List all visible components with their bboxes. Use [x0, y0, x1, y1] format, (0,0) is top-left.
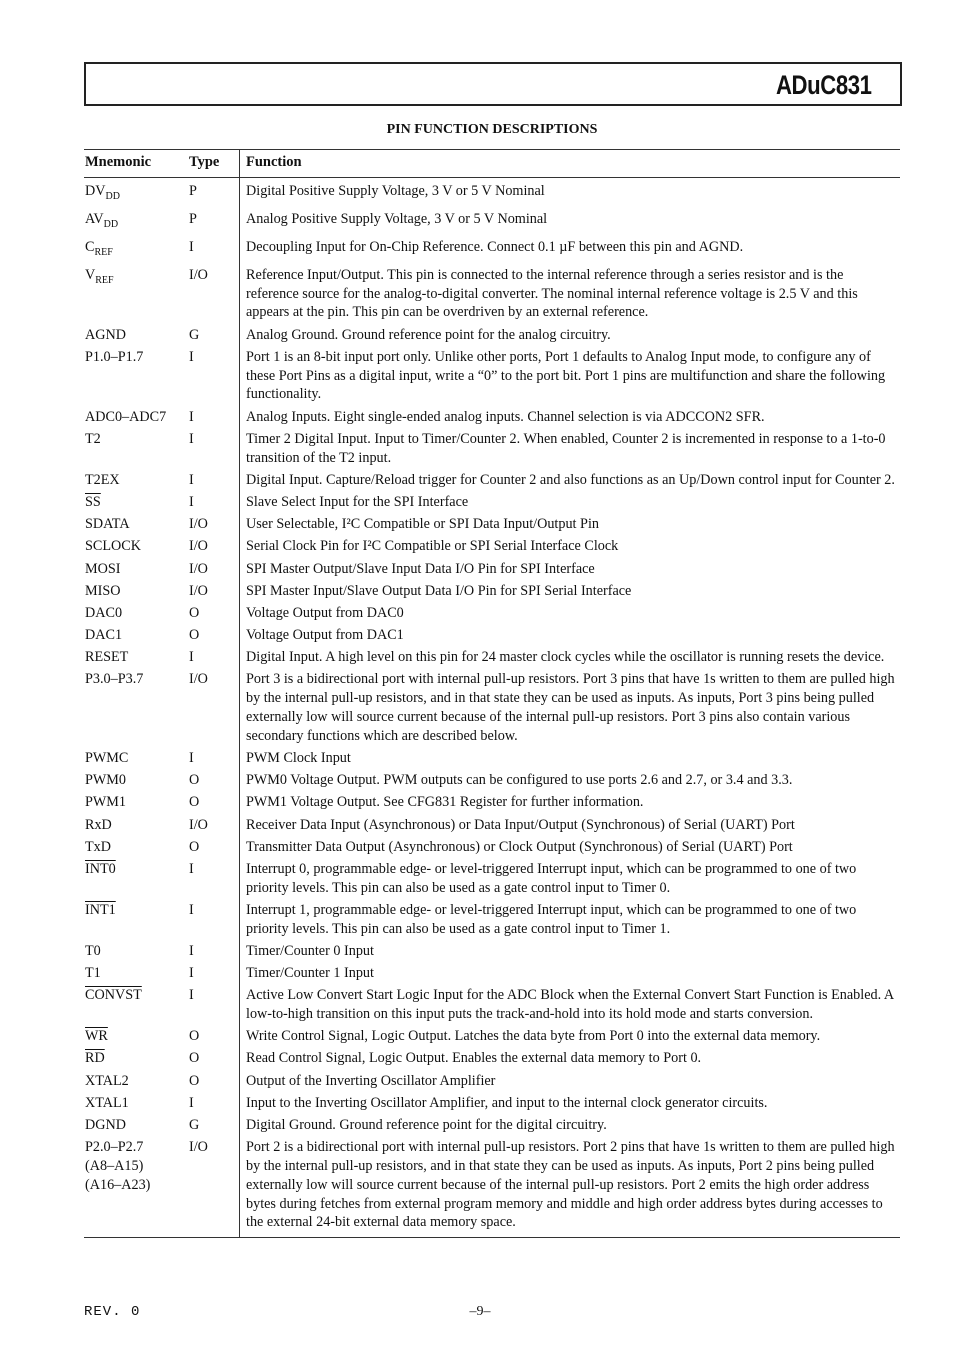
table-row — [84, 749, 900, 771]
table-header-row — [84, 150, 900, 178]
pin-mnemonic — [84, 326, 185, 348]
pin-mnemonic — [84, 1072, 185, 1094]
mnemonic-text: $\overline{WR}$ — [85, 1028, 108, 1045]
pin-mnemonic — [84, 515, 185, 537]
mnemonic-text: AV — [85, 210, 104, 227]
pin-function: Port 1 is an 8-bit input port only. Unlike other ports, Port 1 defaults to Analog Input mode, to configure any of these Port Pins as a digital input, write a “0” to the port bit. Port 1 pins are multifunction and share the following functionality. — [246, 348, 886, 403]
pin-function: Interrupt 0, programmable edge- or level-triggered Interrupt input, which can be programmed to one of two priority levels. This pin can also be used as a gate control input to Timer 0. — [246, 860, 857, 896]
pin-mnemonic — [84, 986, 185, 1027]
mnemonic-text: DGND — [85, 1117, 126, 1134]
table-row — [84, 1138, 900, 1237]
pin-type: I — [185, 238, 240, 266]
pin-mnemonic — [84, 430, 185, 471]
pin-mnemonic — [84, 1027, 185, 1049]
pin-type: I/O — [185, 537, 240, 559]
table-row — [84, 670, 900, 749]
footer-revision: REV. 0 — [84, 1304, 141, 1320]
mnemonic-subscript: REF — [95, 274, 114, 286]
pin-function: Output of the Inverting Oscillator Amplifier — [246, 1072, 496, 1089]
mnemonic-text: SDATA — [85, 516, 130, 533]
mnemonic-text: PWM0 — [85, 772, 126, 789]
pin-type: I — [185, 964, 240, 986]
pin-function: Timer/Counter 0 Input — [246, 942, 374, 959]
pin-function: Digital Ground. Ground reference point for the digital circuitry. — [246, 1117, 607, 1134]
mnemonic-text: ADC0–ADC7 — [85, 408, 167, 425]
mnemonic-text: RESET — [85, 649, 129, 666]
mnemonic-text: T2EX — [85, 471, 120, 488]
pin-type: O — [185, 604, 240, 626]
mnemonic-text: P3.0–P3.7 — [85, 671, 144, 688]
pin-mnemonic — [84, 1138, 185, 1237]
pin-function: Digital Positive Supply Voltage, 3 V or 5 V Nominal — [246, 182, 545, 199]
mnemonic-text: DAC1 — [85, 627, 123, 644]
mnemonic-text: AGND — [85, 326, 126, 343]
pin-mnemonic — [84, 210, 185, 238]
mnemonic-text: INT0 — [85, 860, 116, 877]
pin-type: O — [185, 793, 240, 815]
table-row — [84, 471, 900, 493]
pin-function: Port 2 is a bidirectional port with internal pull-up resistors. Port 2 pins that have 1s written to them are pulled high by the internal pull-up resistors, and in that state they can be used as inputs. As inputs, Port 2 pins being pulled externally low will source current because of the internal pull-up resistors. Port 2 emits the high order address bytes during fetches from external program memory and middle and high order address bytes during accesses to the external 24-bit external data memory space. — [240, 1138, 901, 1237]
table-row — [84, 964, 900, 986]
mnemonic-text: $\overline{SS}$ — [85, 493, 101, 510]
pin-mnemonic — [84, 793, 185, 815]
pin-mnemonic — [84, 348, 185, 408]
pin-function: Write Control Signal, Logic Output. Latches the data byte from Port 0 into the external data memory. — [246, 1028, 821, 1045]
pin-type: I/O — [185, 266, 240, 326]
table-row — [84, 1094, 900, 1116]
mnemonic-text: P2.0–P2.7 (A8–A15) (A16–A23) — [85, 1139, 151, 1193]
pin-function: SPI Master Input/Slave Output Data I/O Pin for SPI Serial Interface — [246, 582, 632, 599]
pin-function: Interrupt 1, programmable edge- or level-triggered Interrupt input, which can be programmed to one of two priority levels. This pin can also be used as a gate control input to Timer 1. — [246, 901, 857, 937]
pin-type: O — [185, 771, 240, 793]
pin-mnemonic — [84, 749, 185, 771]
pin-type: O — [185, 838, 240, 860]
pin-type: O — [185, 626, 240, 648]
pin-mnemonic — [84, 1116, 185, 1138]
pin-function: Analog Ground. Ground reference point for the analog circuitry. — [246, 326, 611, 343]
pin-mnemonic — [84, 266, 185, 326]
column-header-type: Type — [185, 150, 240, 178]
mnemonic-text: V — [85, 266, 96, 283]
pin-function: Port 3 is a bidirectional port with internal pull-up resistors. Port 3 pins that have 1s written to them are pulled high by the internal pull-up resistors, and in that state they can be used as inputs. As inputs, Port 3 pins being pulled externally low will source current because of the internal pull-up resistors. Port 3 pins also contain various secondary functions which are described below. — [246, 671, 895, 744]
table-row — [84, 493, 900, 515]
section-title: PIN FUNCTION DESCRIPTIONS — [386, 122, 598, 137]
table-row — [84, 210, 900, 238]
table-row — [84, 177, 900, 210]
table-row — [84, 901, 900, 942]
pin-type: I — [185, 942, 240, 964]
pin-mnemonic — [84, 860, 185, 901]
pin-type: I — [185, 901, 240, 942]
pin-type: I/O — [185, 816, 240, 838]
table-row — [84, 648, 900, 670]
pin-function: Digital Input. Capture/Reload trigger for Counter 2 and also functions as an Up/Down control input for Counter 2. — [246, 471, 895, 488]
pin-mnemonic — [84, 771, 185, 793]
table-body — [84, 177, 900, 1237]
mnemonic-text: XTAL2 — [85, 1072, 129, 1089]
mnemonic-text: $\overline{RD}$ — [85, 1050, 105, 1067]
mnemonic-text: INT1 — [85, 901, 116, 918]
pin-type: I/O — [185, 582, 240, 604]
mnemonic-text: CONVST — [85, 987, 142, 1004]
mnemonic-text: DV — [85, 182, 106, 199]
mnemonic-text: T1 — [85, 965, 101, 982]
header-box — [84, 62, 902, 106]
pin-function: Receiver Data Input (Asynchronous) or Data Input/Output (Synchronous) of Serial (UART) Port — [246, 816, 795, 833]
pin-function: Voltage Output from DAC1 — [246, 627, 404, 644]
pin-function: Digital Input. A high level on this pin for 24 master clock cycles while the oscillator is running resets the device. — [246, 649, 885, 666]
pin-mnemonic — [84, 816, 185, 838]
pin-type: G — [185, 326, 240, 348]
mnemonic-text: P1.0–P1.7 — [85, 348, 144, 365]
table-row — [84, 1116, 900, 1138]
pin-function: Timer 2 Digital Input. Input to Timer/Counter 2. When enabled, Counter 2 is incremented in response to a 1-to-0 transition of the T2 input. — [246, 430, 886, 466]
table-row — [84, 626, 900, 648]
table-row — [84, 582, 900, 604]
pin-mnemonic — [84, 1094, 185, 1116]
table-row — [84, 408, 900, 430]
pin-function: Slave Select Input for the SPI Interface — [246, 493, 469, 510]
pin-type: I — [185, 860, 240, 901]
pin-mnemonic — [84, 177, 185, 210]
pin-type: I/O — [185, 515, 240, 537]
pin-type: G — [185, 1116, 240, 1138]
pin-function: Reference Input/Output. This pin is connected to the internal reference through a series resistor and is the reference source for the analog-to-digital converter. The nominal internal reference voltage is 2.5 V and this appears at the pin. This pin can be overdriven by an external reference. — [246, 266, 858, 321]
mnemonic-text: PWM1 — [85, 794, 126, 811]
pin-function: User Selectable, I²C Compatible or SPI Data Input/Output Pin — [246, 516, 599, 533]
table-row — [84, 266, 900, 326]
column-header-mnemonic: Mnemonic — [84, 150, 185, 178]
mnemonic-text: XTAL1 — [85, 1094, 129, 1111]
table-row — [84, 986, 900, 1027]
pin-mnemonic — [84, 901, 185, 942]
table-row — [84, 537, 900, 559]
table-row — [84, 515, 900, 537]
pin-mnemonic — [84, 493, 185, 515]
mnemonic-text: DAC0 — [85, 604, 123, 621]
part-number: ADuC831 — [776, 70, 872, 100]
pin-type: I — [185, 986, 240, 1027]
table-row — [84, 1027, 900, 1049]
pin-type: I/O — [185, 560, 240, 582]
pin-function: Decoupling Input for On-Chip Reference. Connect 0.1 µF between this pin and AGND. — [246, 238, 744, 255]
pin-function: SPI Master Output/Slave Input Data I/O Pin for SPI Interface — [246, 560, 595, 577]
table-row — [84, 560, 900, 582]
pin-mnemonic — [84, 648, 185, 670]
pin-type: I — [185, 749, 240, 771]
pin-type: O — [185, 1072, 240, 1094]
pin-function: Timer/Counter 1 Input — [246, 965, 374, 982]
pin-mnemonic — [84, 408, 185, 430]
pin-function: Read Control Signal, Logic Output. Enables the external data memory to Port 0. — [246, 1050, 702, 1067]
pin-type: I — [185, 493, 240, 515]
mnemonic-subscript: DD — [103, 218, 119, 230]
pin-type: P — [185, 177, 240, 210]
pin-mnemonic — [84, 942, 185, 964]
table-row — [84, 1049, 900, 1071]
mnemonic-text: T2 — [85, 430, 101, 447]
footer-page-number: –9– — [469, 1304, 491, 1319]
pin-function-table — [84, 149, 900, 1238]
pin-function: PWM0 Voltage Output. PWM outputs can be configured to use ports 2.6 and 2.7, or 3.4 and 3.3. — [246, 772, 793, 789]
table-row — [84, 793, 900, 815]
pin-type: I/O — [185, 1138, 240, 1237]
pin-function: Input to the Inverting Oscillator Amplifier, and input to the internal clock generator circuits. — [246, 1094, 768, 1111]
pin-type: I — [185, 1094, 240, 1116]
pin-function: PWM Clock Input — [246, 750, 351, 767]
pin-mnemonic — [84, 1049, 185, 1071]
pin-function: Transmitter Data Output (Asynchronous) or Clock Output (Synchronous) of Serial (UART) Port — [246, 838, 793, 855]
pin-function: Active Low Convert Start Logic Input for the ADC Block when the External Convert Start Function is Enabled. A low-to-high transition on this input puts the track-and-hold into its hold mode and starts conversion. — [246, 987, 894, 1023]
pin-function: PWM1 Voltage Output. See CFG831 Register for further information. — [246, 794, 644, 811]
pin-mnemonic — [84, 471, 185, 493]
table-row — [84, 816, 900, 838]
table-row — [84, 238, 900, 266]
mnemonic-text: TxD — [85, 838, 112, 855]
pin-type: I — [185, 408, 240, 430]
mnemonic-subscript: REF — [94, 246, 113, 258]
pin-type: I — [185, 348, 240, 408]
pin-mnemonic — [84, 238, 185, 266]
pin-mnemonic — [84, 626, 185, 648]
pin-mnemonic — [84, 838, 185, 860]
pin-type: O — [185, 1027, 240, 1049]
table-row — [84, 326, 900, 348]
mnemonic-text: SCLOCK — [85, 538, 141, 555]
table-row — [84, 1072, 900, 1094]
table-row — [84, 942, 900, 964]
mnemonic-text: MISO — [85, 582, 121, 599]
pin-mnemonic — [84, 670, 185, 749]
pin-type: I/O — [185, 670, 240, 749]
pin-function: Analog Inputs. Eight single-ended analog inputs. Channel selection is via ADCCON2 SFR. — [246, 408, 765, 425]
table-row — [84, 838, 900, 860]
mnemonic-subscript: DD — [105, 190, 120, 202]
mnemonic-text: MOSI — [85, 560, 121, 577]
column-header-function: Function — [240, 150, 901, 178]
pin-function: Serial Clock Pin for I²C Compatible or SPI Serial Interface Clock — [246, 538, 619, 555]
mnemonic-text: RxD — [85, 816, 112, 833]
pin-type: I — [185, 430, 240, 471]
pin-mnemonic — [84, 582, 185, 604]
table-row — [84, 860, 900, 901]
pin-function: Voltage Output from DAC0 — [246, 604, 404, 621]
pin-function: Analog Positive Supply Voltage, 3 V or 5 V Nominal — [246, 210, 548, 227]
mnemonic-text: C — [85, 238, 95, 255]
pin-type: P — [185, 210, 240, 238]
pin-mnemonic — [84, 964, 185, 986]
pin-type: I — [185, 648, 240, 670]
table-row — [84, 348, 900, 408]
table-row — [84, 430, 900, 471]
pin-type: I — [185, 471, 240, 493]
mnemonic-text: PWMC — [85, 750, 129, 767]
table-row — [84, 604, 900, 626]
mnemonic-text: T0 — [85, 942, 101, 959]
pin-type: O — [185, 1049, 240, 1071]
pin-mnemonic — [84, 604, 185, 626]
table-row — [84, 771, 900, 793]
pin-mnemonic — [84, 560, 185, 582]
pin-mnemonic — [84, 537, 185, 559]
